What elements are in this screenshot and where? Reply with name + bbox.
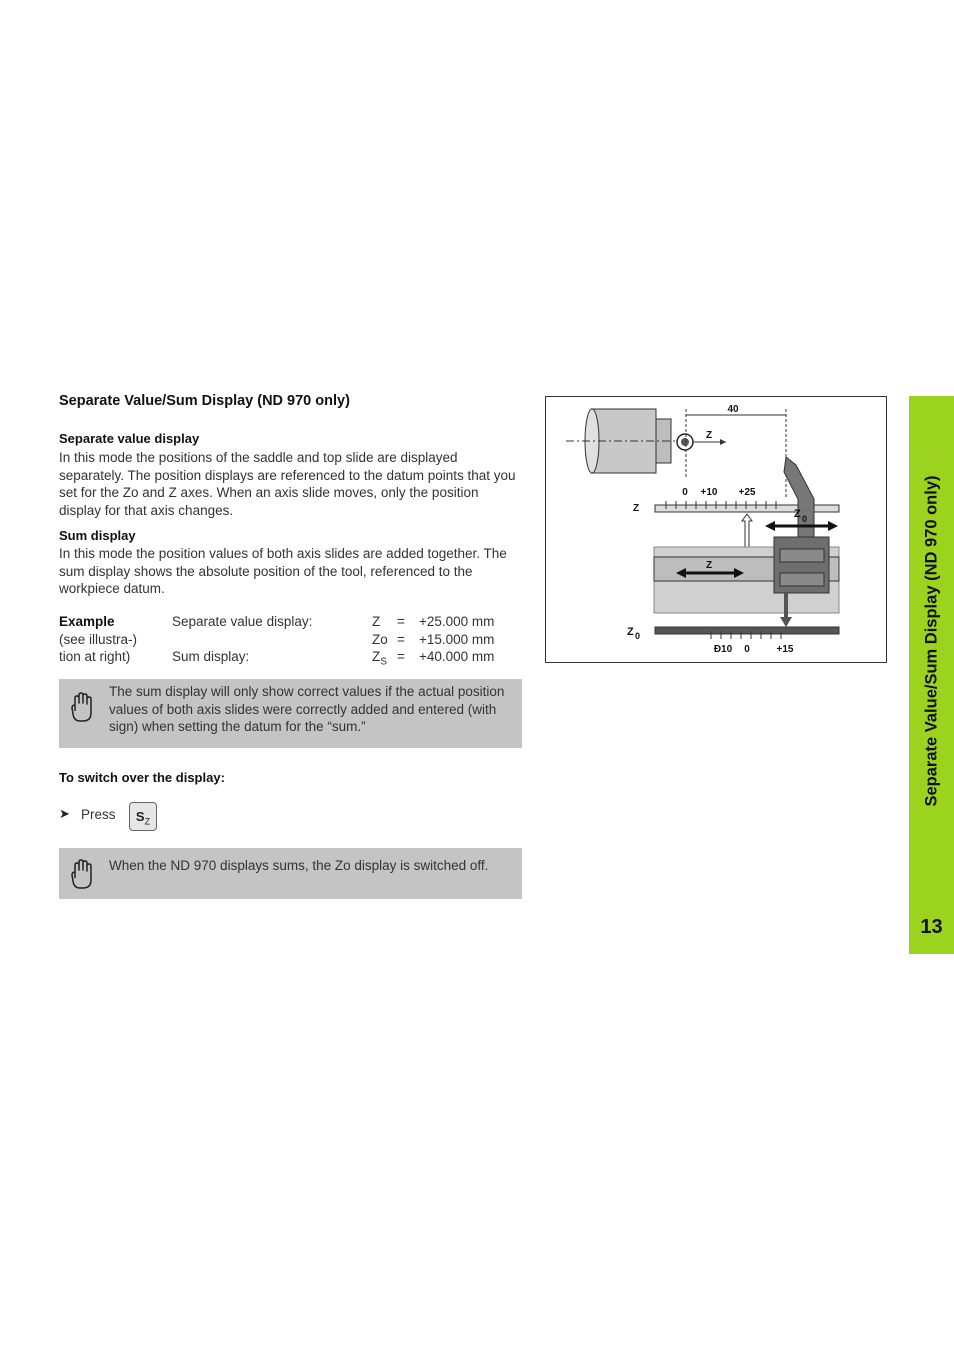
separate-label: Separate value display: (172, 614, 313, 629)
scale-bottom-label-15: +15 (776, 644, 794, 655)
scale-bottom-label-neg10: Ð10 (713, 644, 733, 655)
z0-left-sub: 0 (635, 631, 641, 641)
tool (784, 457, 814, 542)
note-box-sum (59, 679, 522, 748)
pointing-hand-icon (71, 691, 93, 725)
example-note-line1: (see illustra-) (59, 632, 138, 647)
pointing-hand-icon (71, 858, 93, 892)
z-left-label: Z (633, 503, 640, 514)
scale-top-label-10: +10 (700, 487, 718, 498)
press-label: Press (81, 807, 116, 822)
row3-equals: = (397, 649, 405, 664)
z-slide-label: Z (706, 560, 713, 571)
chapter-side-tab (909, 396, 954, 954)
row2-axis: Zo (372, 632, 388, 647)
sum-display-heading: Sum display (59, 528, 136, 543)
scale-top-label-0: 0 (682, 487, 688, 498)
key-sub-label: Z (144, 816, 151, 827)
bullet-arrow-icon: ➤ (59, 806, 70, 821)
note-box-zo (59, 848, 522, 899)
scale-bottom-label-0: 0 (744, 644, 750, 655)
hollow-up-arrow (742, 514, 752, 547)
z-top-label: Z (706, 430, 713, 441)
separate-value-heading: Separate value display (59, 431, 200, 446)
row3-axis: $Z_S$ (372, 649, 387, 668)
sum-toggle-key[interactable] (129, 802, 157, 831)
z0-right-sub: 0 (802, 514, 808, 524)
example-note-line2: tion at right) (59, 649, 131, 664)
bottom-scale-bar (655, 627, 839, 634)
z0-left-label: Z (627, 626, 634, 638)
separate-value-paragraph: In this mode the positions of the saddle and top slide are displayed separately. The position displays are referenced to the datum points that you set for the Zo and Z axes. When an axis slide moves, only the position display for that axis changes. (59, 450, 516, 518)
lathe-illustration (545, 396, 887, 663)
sum-display-paragraph: In this mode the position values of both axis slides are added together. The sum display shows the absolute position of the tool, referenced to the workpiece datum. (59, 546, 507, 596)
note-zo-text: When the ND 970 displays sums, the Zo display is switched off. (109, 858, 489, 873)
row3-value: +40.000 mm (419, 649, 495, 664)
row2-value: +15.000 mm (419, 632, 495, 647)
side-tab-title: Separate Value/Sum Display (ND 970 only) (922, 475, 940, 807)
dim-40-label: 40 (727, 404, 739, 415)
datum-point-inner (681, 438, 689, 446)
page-number: 13 (920, 916, 943, 938)
page-title: Separate Value/Sum Display (ND 970 only) (59, 393, 350, 409)
example-label: Example (59, 614, 115, 629)
z0-right-label: Z (794, 508, 801, 520)
row2-equals: = (397, 632, 405, 647)
row1-axis: Z (372, 614, 381, 629)
note-sum-text: The sum display will only show correct values if the actual position values of both axis slides were correctly added and entered (with sign) when setting the datum for the “sum.” (109, 684, 505, 734)
row1-equals: = (397, 614, 405, 629)
row1-value: +25.000 mm (419, 614, 495, 629)
key-main-label: S (135, 809, 145, 824)
tool-post-block2 (780, 573, 824, 586)
tool-post-block1 (780, 549, 824, 562)
scale-top-label-25: +25 (738, 487, 756, 498)
sum-label: Sum display: (172, 649, 250, 664)
lathe-diagram (546, 397, 886, 662)
switch-heading: To switch over the display: (59, 770, 225, 785)
